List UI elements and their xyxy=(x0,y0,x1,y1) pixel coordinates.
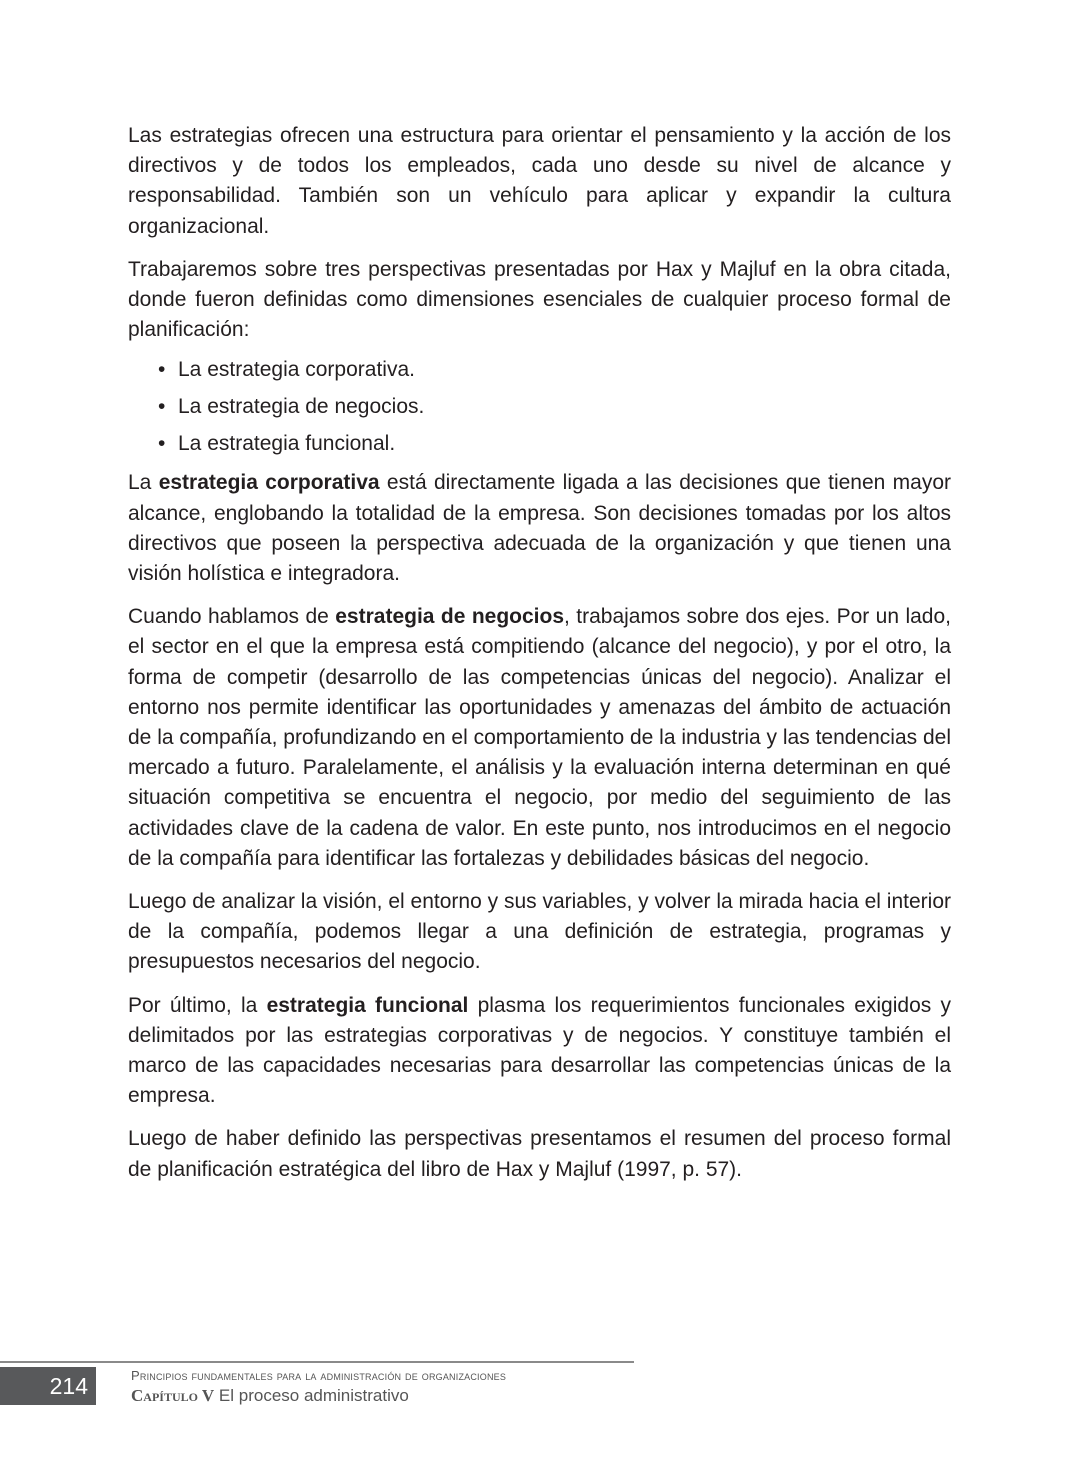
page-body xyxy=(128,121,951,1198)
text: La xyxy=(128,471,159,495)
text: Por último, la xyxy=(128,993,267,1017)
chapter-title: El proceso administrativo xyxy=(218,1386,409,1405)
list-item xyxy=(158,425,951,462)
paragraph-funcional xyxy=(128,991,951,1112)
bold-term: estrategia corporativa xyxy=(158,471,380,495)
text: Cuando hablamos de xyxy=(128,605,336,629)
paragraph-negocios xyxy=(128,602,951,874)
chapter-line xyxy=(131,1386,409,1406)
perspectives-list xyxy=(128,351,951,462)
paragraph: Luego de haber definido las perspectivas presentamos el resumen del proceso formal de planificación estratégica del libro de Hax y Majluf (1997, p. 57). xyxy=(128,1127,951,1181)
text: está directamente ligada a las decisiones que tienen mayor alcance, englobando la totalidad de la empresa. Son decisiones tomadas por los altos directivos que poseen la perspectiva adecuada de la organización y que tienen una visión holística e integradora. xyxy=(128,471,951,586)
bold-term: estrategia funcional xyxy=(266,993,469,1017)
paragraph: Trabajaremos sobre tres perspectivas presentadas por Hax y Majluf en la obra citada, donde fueron definidas como dimensiones esenciales de cualquier proceso formal de planificación: xyxy=(128,257,951,342)
bullet-icon: • xyxy=(158,395,166,419)
list-item xyxy=(158,388,951,425)
paragraph: Las estrategias ofrecen una estructura para orientar el pensamiento y la acción de los directivos y de todos los empleados, cada uno desde su nivel de alcance y responsabilidad. También son un vehículo para aplicar y expandir la cultura organizacional. xyxy=(128,124,951,238)
list-item xyxy=(158,351,951,388)
book-title: Principios fundamentales para la administración de organizaciones xyxy=(131,1368,507,1383)
list-item-text: La estrategia corporativa. xyxy=(178,358,415,382)
bullet-icon: • xyxy=(158,432,166,456)
bold-term: estrategia de negocios xyxy=(335,605,564,629)
paragraph-corporativa xyxy=(128,468,951,589)
list-item-text: La estrategia de negocios. xyxy=(178,395,425,419)
list-item-text: La estrategia funcional. xyxy=(178,432,396,456)
chapter-label: Capítulo V xyxy=(131,1386,215,1405)
footer-divider xyxy=(0,1361,634,1363)
bullet-icon: • xyxy=(158,358,166,382)
paragraph: Luego de analizar la visión, el entorno y sus variables, y volver la mirada hacia el interior de la compañía, podemos llegar a una definición de estrategia, programas y presupuestos necesarios del negocio. xyxy=(128,890,951,974)
text: , trabajamos sobre dos ejes. Por un lado, el sector en el que la empresa está compitiendo (alcance del negocio), y por el otro, la forma de competir (desarrollo de las competencias únicas del negocio). Analizar el entorno nos permite identificar las oportunidades y amenazas del ámbito de actuación de la compañía, profundizando en el comportamiento de la industria y las tendencias del mercado a futuro. Paralelamente, el análisis y la evaluación interna determinan en qué situación competitiva se encuentra el negocio, por medio del seguimiento de las actividades clave de la cadena de valor. En este punto, nos introducimos en el negocio de la compañía para identificar las fortalezas y debilidades básicas del negocio. xyxy=(128,605,952,870)
page-number: 214 xyxy=(0,1367,96,1405)
text: plasma los requerimientos funcionales exigidos y delimitados por las estrategias corporativas y de negocios. Y constituye también el marco de las capacidades necesarias para desarrollar las competencias únicas de la empresa. xyxy=(128,993,951,1108)
